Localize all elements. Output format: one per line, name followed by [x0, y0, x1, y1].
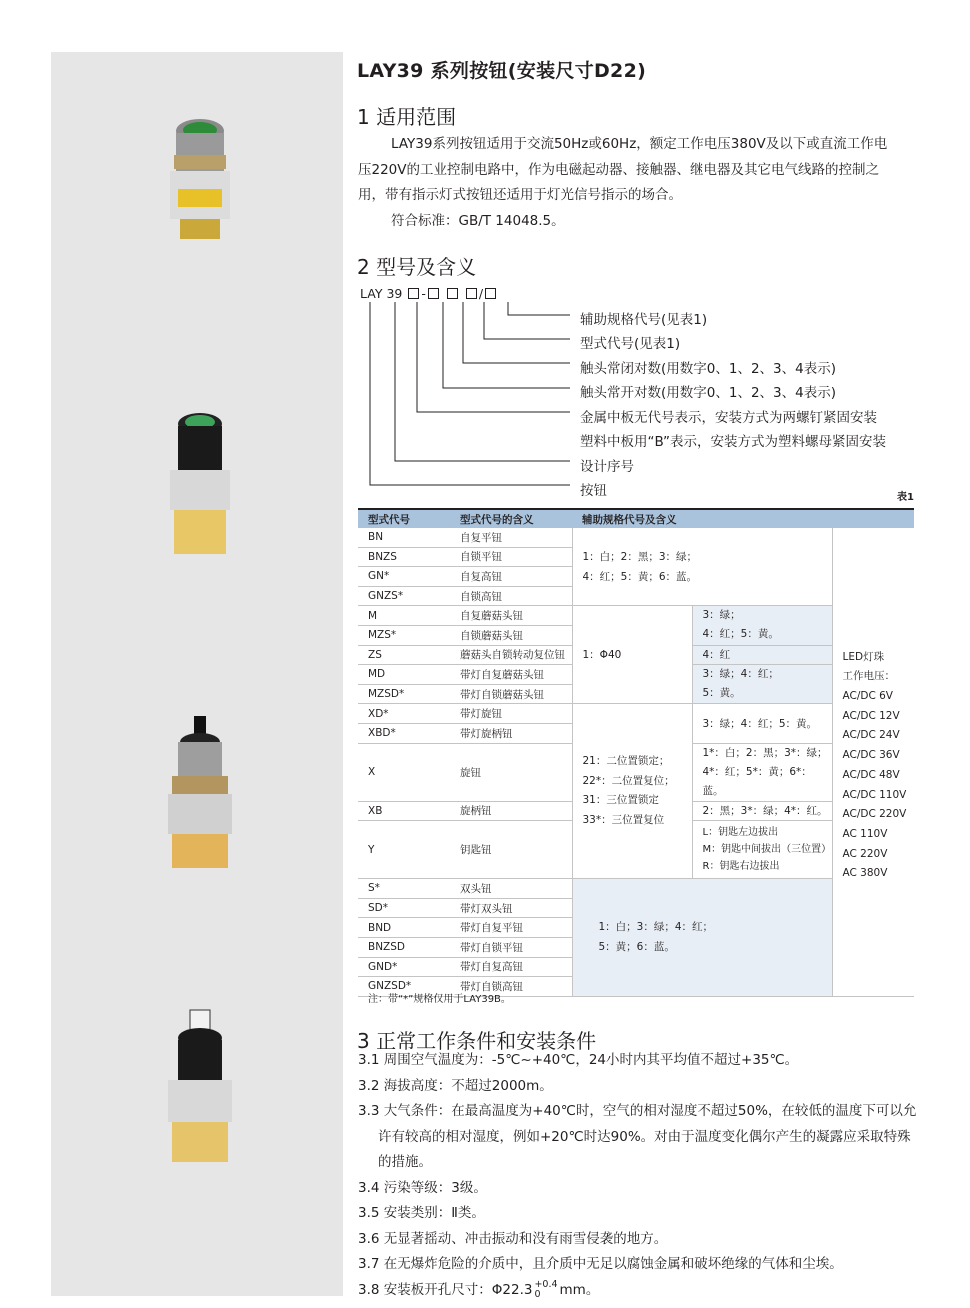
cell-code: BNZSD: [358, 937, 450, 957]
cell-code: Y: [358, 821, 450, 879]
aux-xb: 2：黑；3*：绿；4*：红。: [692, 801, 832, 821]
cell-meaning: 蘑菇头自锁转动复位钮: [450, 645, 572, 665]
aux-text: 1：白；3：绿；4：红；: [598, 921, 714, 934]
cell-meaning: 带灯自复高钮: [450, 957, 572, 977]
led-text: LED灯珠: [842, 650, 885, 663]
aux-m: [692, 606, 832, 645]
aux-x: [692, 743, 832, 801]
table-note: 注：带“*”规格仅用于LAY39B。: [368, 994, 511, 1005]
hole-size-text: 3.8 安装板开孔尺寸：Φ22.3: [358, 1281, 533, 1298]
cell-meaning: 自锁平钮: [450, 547, 572, 567]
tolerance-upper: +0.4: [534, 1278, 558, 1290]
table-row: [358, 606, 914, 626]
aux-group1: [572, 528, 832, 606]
cell-meaning: 旋柄钮: [450, 801, 572, 821]
led-text: AC/DC 48V: [842, 768, 900, 781]
aux-text: 22*：二位置复位；: [582, 774, 675, 787]
scheme-label-design: 设计序号: [580, 459, 634, 475]
section1-heading: 1 适用范围: [357, 105, 457, 129]
header-meaning: 型式代号的含义: [450, 509, 572, 528]
led-text: AC/DC 36V: [842, 749, 900, 762]
cell-meaning: 自锁高钮: [450, 586, 572, 606]
aux-text: 21：二位置锁定；: [582, 755, 670, 768]
cell-code: S*: [358, 879, 450, 899]
aux-text: 1：白；2：黑；3：绿；: [582, 550, 698, 563]
selector-switch-image: [160, 712, 240, 872]
cell-code: XD*: [358, 704, 450, 724]
aux-text: 3：绿；4：红；: [702, 668, 779, 681]
table-label: 表1: [897, 492, 914, 503]
header-type: 型式代号: [358, 509, 450, 528]
section1-line1: LAY39系列按钮适用于交流50Hz或60Hz，额定工作电压380V及以下或直流工作电: [391, 136, 888, 152]
cell-code: BN: [358, 528, 450, 547]
cell-meaning: 钥匙钮: [450, 821, 572, 879]
illuminated-pushbutton-image: [160, 408, 240, 558]
aux-text: R：钥匙右边拔出: [702, 861, 780, 873]
table-row: [358, 528, 914, 547]
tolerance-lower: 0: [534, 1288, 541, 1300]
cell-meaning: 自复高钮: [450, 567, 572, 587]
section1-body: [358, 132, 918, 234]
cell-code: MZS*: [358, 625, 450, 645]
rotary-knob-switch-image: [160, 1006, 240, 1166]
cell-meaning: 带灯自复蘑菇头钮: [450, 665, 572, 685]
cell-code: MZSD*: [358, 684, 450, 704]
condition-item: 3.6 无显著摇动、冲击振动和没有雨雪侵袭的地方。: [358, 1230, 668, 1247]
aux-text: 5：黄；6：蓝。: [598, 941, 675, 954]
flush-pushbutton-image: [160, 115, 240, 255]
condition-item: 3.5 安装类别：Ⅱ类。: [358, 1205, 485, 1221]
hole-size-unit: mm。: [559, 1281, 600, 1298]
cell-meaning: 自锁蘑菇头钮: [450, 625, 572, 645]
section1-line2: 压220V的工业控制电路中，作为电磁起动器、接触器、继电器及其它电气线路的控制之: [358, 161, 880, 178]
cell-meaning: 带灯旋钮: [450, 704, 572, 724]
cell-meaning: 自复蘑菇头钮: [450, 606, 572, 626]
condition-item: 3.3 大气条件：在最高温度为+40℃时，空气的相对湿度不超过50%，在较低的温度下可以允: [358, 1103, 917, 1119]
cell-meaning: 双头钮: [450, 879, 572, 899]
table-row: [358, 879, 914, 899]
condition-item: 3.1 周围空气温度为：-5℃~+40℃，24小时内其平均值不超过+35℃。: [358, 1052, 799, 1068]
cell-code: MD: [358, 665, 450, 685]
cell-code: BNZS: [358, 547, 450, 567]
scheme-label-type: 型式代号(见表1): [580, 336, 681, 352]
cell-code: XB: [358, 801, 450, 821]
aux-text: L：钥匙左边拔出: [702, 827, 779, 839]
scheme-label-metal: 金属中板无代号表示，安装方式为两螺钉紧固安装: [580, 410, 877, 426]
section1-line3: 用，带有指示灯式按钮还适用于灯光信号指示的场合。: [358, 187, 682, 203]
section3-heading: 3 正常工作条件和安装条件: [357, 1029, 597, 1053]
cell-code: BND: [358, 918, 450, 938]
cell-code: GNZSD*: [358, 977, 450, 997]
cell-meaning: 带灯自锁高钮: [450, 977, 572, 997]
page-title: LAY39 系列按钮(安装尺寸D22): [357, 60, 647, 82]
aux-text: 33*：三位置复位: [582, 813, 665, 826]
scheme-label-plastic: 塑料中板用“B”表示，安装方式为塑料螺母紧固安装: [580, 434, 887, 450]
aux-y: [692, 821, 832, 879]
cell-code: GNZS*: [358, 586, 450, 606]
model-scheme: LAY 39 - /: [360, 286, 498, 301]
led-text: AC/DC 24V: [842, 729, 900, 742]
cell-code: ZS: [358, 645, 450, 665]
scheme-label-aux: 辅助规格代号(见表1): [580, 312, 708, 328]
aux-group4: [572, 879, 832, 997]
aux-group2: 1：Φ40: [572, 606, 692, 704]
cell-code: M: [358, 606, 450, 626]
cell-meaning: 带灯旋柄钮: [450, 723, 572, 743]
scheme-label-no: 触头常开对数(用数字0、1、2、3、4表示): [580, 385, 836, 401]
aux-md: [692, 665, 832, 704]
condition-item: 3.4 污染等级：3级。: [358, 1179, 487, 1196]
aux-text: 3：绿；: [702, 609, 741, 622]
header-aux: 辅助规格代号及含义: [572, 509, 914, 528]
cell-code: GND*: [358, 957, 450, 977]
aux-xd: 3：绿；4：红；5：黄。: [692, 704, 832, 743]
cell-code: SD*: [358, 898, 450, 918]
led-text: AC 110V: [842, 827, 888, 840]
scheme-label-nc: 触头常闭对数(用数字0、1、2、3、4表示): [580, 361, 836, 377]
table-row: [358, 704, 914, 724]
aux-group3: [572, 704, 692, 879]
cell-meaning: 自复平钮: [450, 528, 572, 547]
cell-code: XBD*: [358, 723, 450, 743]
aux-text: 5：黄。: [702, 687, 741, 700]
aux-text: 4：红；5：黄；6：蓝。: [582, 570, 698, 583]
led-text: AC/DC 110V: [842, 788, 907, 801]
aux-text: 4*：红；5*：黄；6*：蓝。: [702, 765, 812, 797]
hole-tolerance: [534, 1280, 557, 1300]
aux-text: 31：三位置锁定: [582, 794, 659, 807]
led-text: AC/DC 12V: [842, 709, 900, 722]
led-text: AC 380V: [842, 867, 888, 880]
cell-code: GN*: [358, 567, 450, 587]
led-text: AC 220V: [842, 847, 888, 860]
spec-table: [358, 508, 914, 997]
section2-heading: 2 型号及含义: [357, 255, 477, 279]
cell-meaning: 带灯自锁平钮: [450, 937, 572, 957]
cell-meaning: 带灯自复平钮: [450, 918, 572, 938]
section3-body: [358, 1048, 916, 1303]
aux-zs: 4：红: [692, 645, 832, 665]
condition-item: 许有较高的相对湿度，例如+20℃时达90%。对由于温度变化偶尔产生的凝露应采取特殊: [378, 1128, 911, 1145]
condition-item-3-8: [358, 1278, 916, 1304]
scheme-label-button: 按钮: [580, 483, 607, 499]
led-text: 工作电压：: [842, 670, 895, 683]
cell-meaning: 带灯双头钮: [450, 898, 572, 918]
scheme-prefix: LAY 39: [360, 286, 403, 301]
cell-meaning: 带灯自锁蘑菇头钮: [450, 684, 572, 704]
aux-text: 1*：白；2：黑；3*：绿；: [702, 746, 828, 759]
led-text: AC/DC 6V: [842, 690, 893, 703]
condition-item: 3.2 海拔高度：不超过2000m。: [358, 1077, 553, 1094]
aux-text: 4：红；5：黄。: [702, 628, 779, 641]
scheme-leader-lines: [360, 298, 580, 498]
table-header: [358, 509, 914, 528]
led-text: AC/DC 220V: [842, 808, 907, 821]
section1-standard: 符合标准：GB/T 14048.5。: [391, 212, 565, 229]
cell-meaning: 旋钮: [450, 743, 572, 801]
condition-item: 的措施。: [378, 1154, 432, 1170]
led-voltage-column: [832, 528, 914, 996]
aux-text: M：钥匙中间拔出（三位置）: [702, 844, 832, 856]
cell-code: X: [358, 743, 450, 801]
condition-item: 3.7 在无爆炸危险的介质中，且介质中无足以腐蚀金属和破坏绝缘的气体和尘埃。: [358, 1256, 843, 1272]
